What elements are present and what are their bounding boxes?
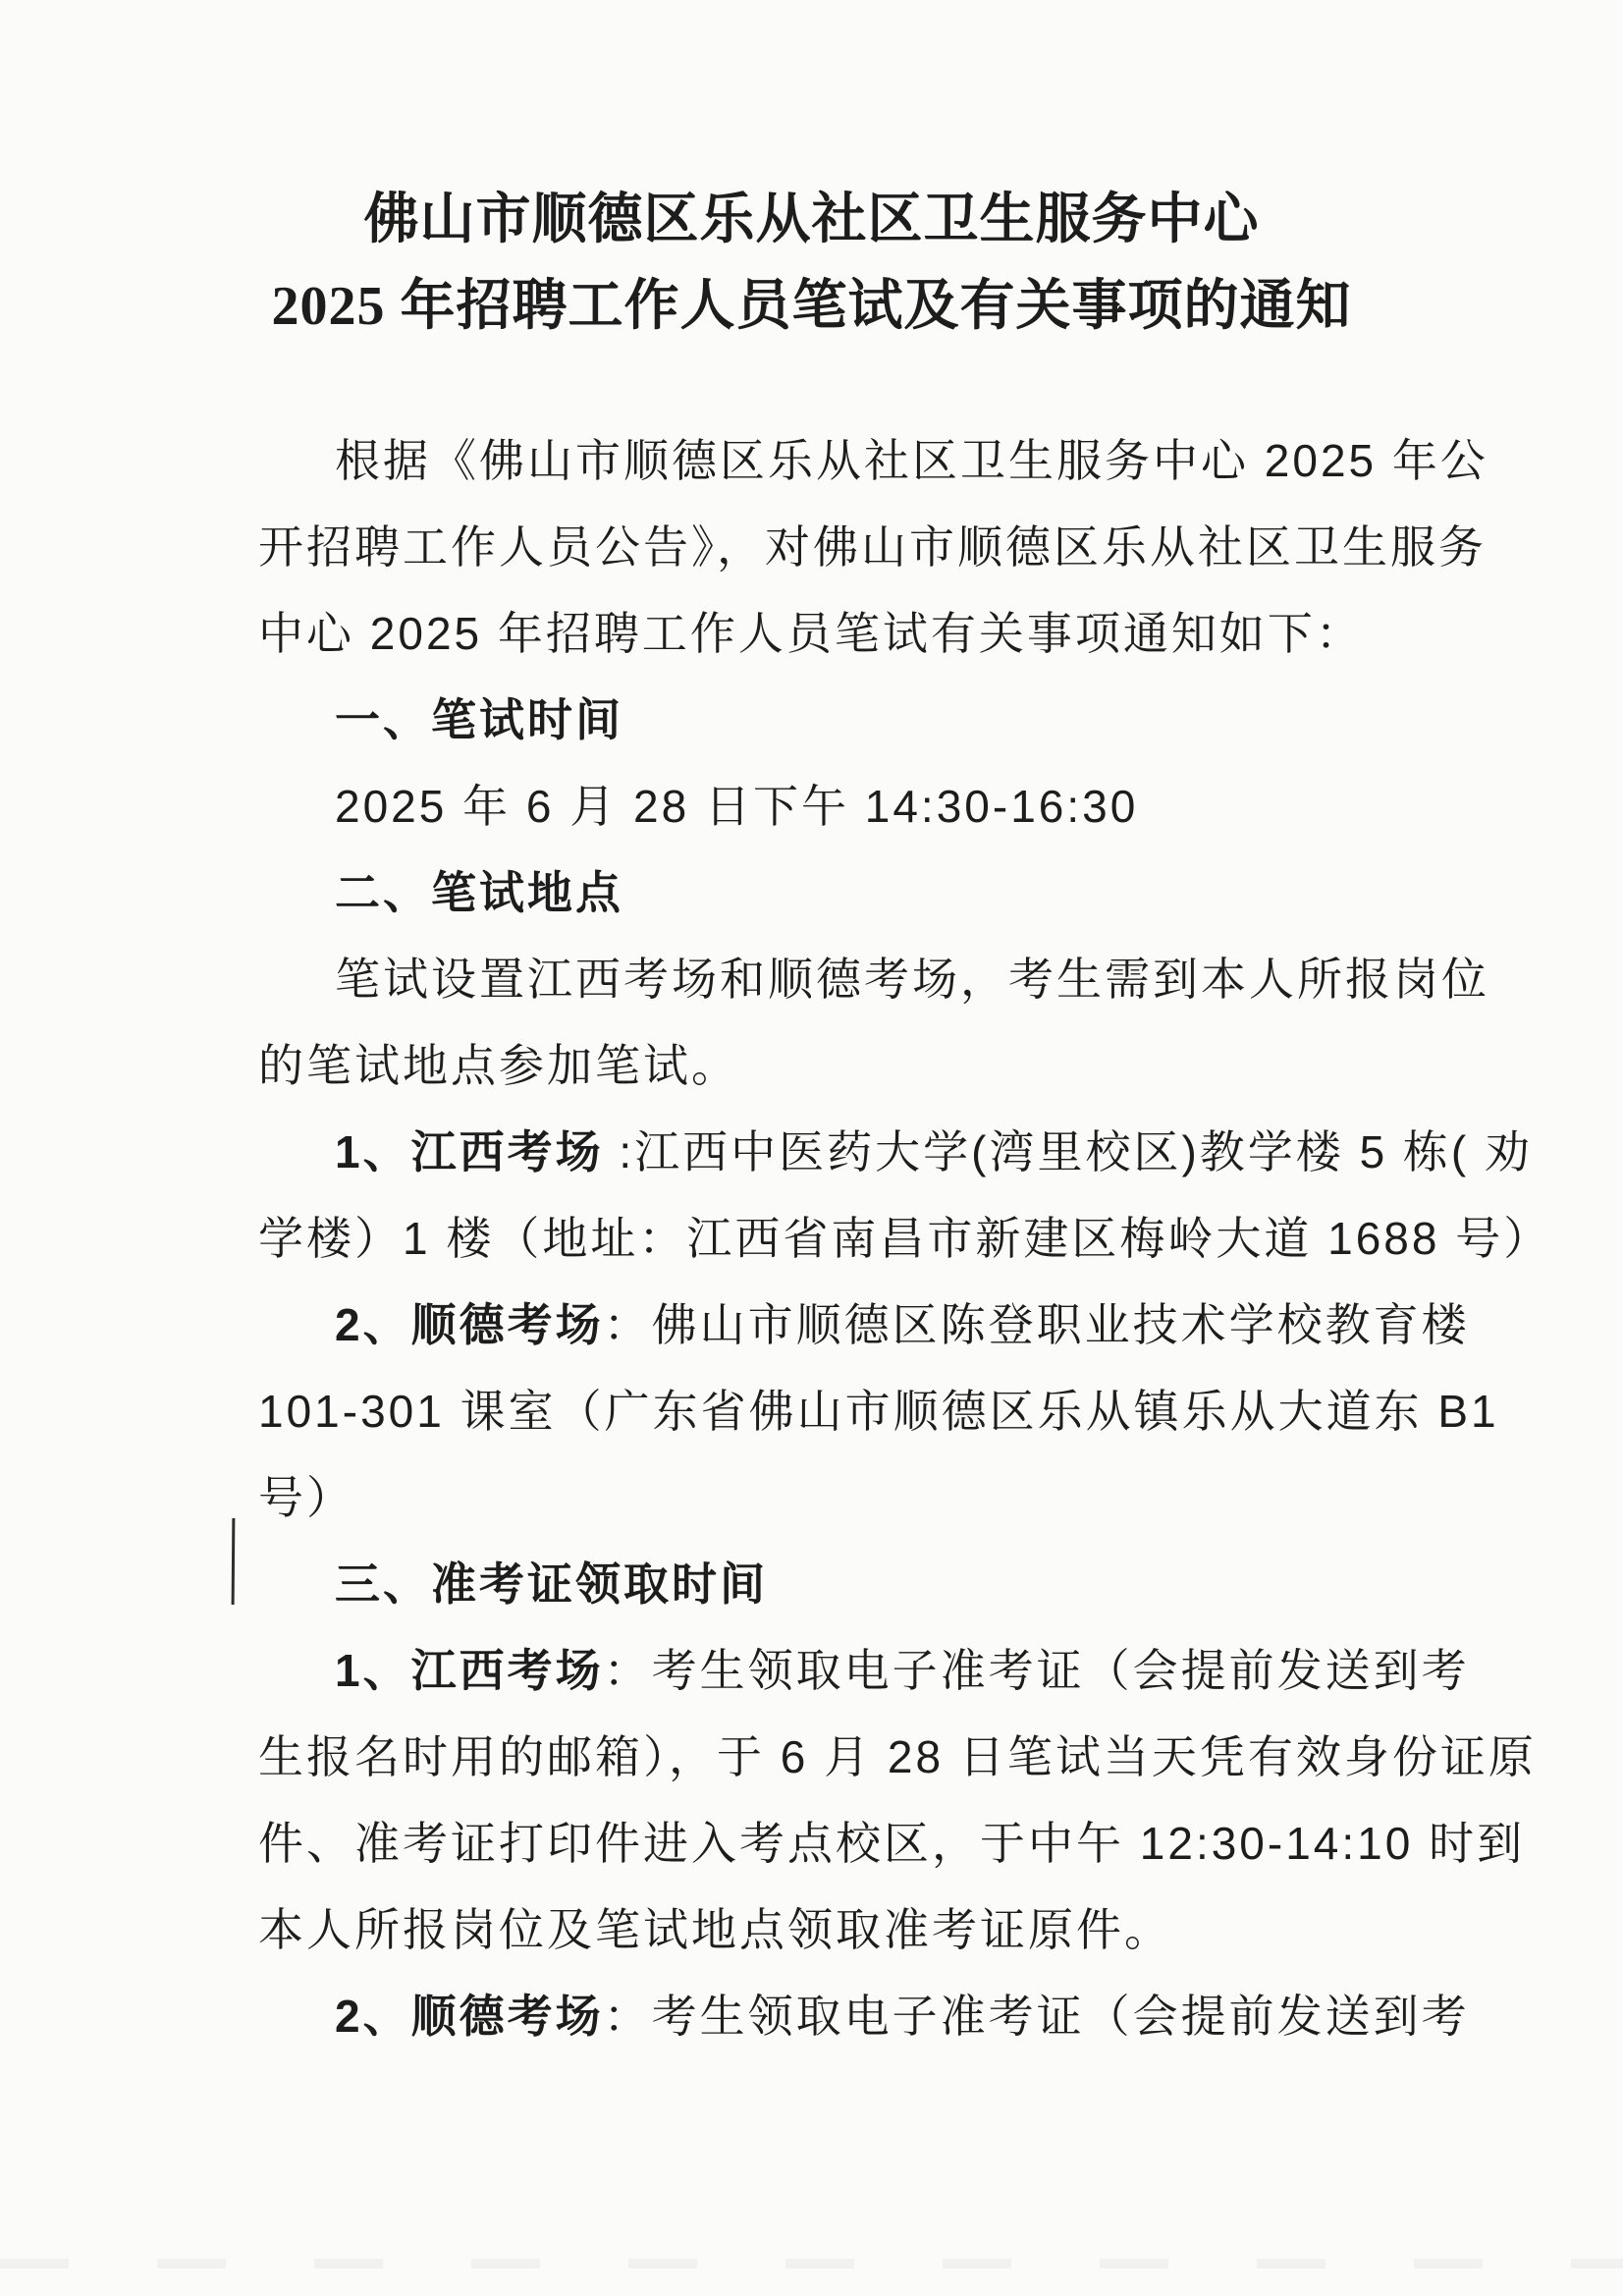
text-line: 本人所报岗位及笔试地点领取准考证原件。 <box>258 1904 1172 1955</box>
text-line: 根据《佛山市顺德区乐从社区卫生服务中心 2025 年公 <box>335 435 1488 486</box>
section-heading: 二、笔试地点 <box>335 867 623 918</box>
text-line: 号） <box>258 1472 354 1523</box>
text-line: 笔试设置江西考场和顺德考场，考生需到本人所报岗位 <box>335 954 1489 1005</box>
line-bold-prefix: 2、顺德考场 <box>335 1299 604 1350</box>
scan-noise-artifact <box>0 2259 1623 2269</box>
line-bold-prefix: 1、江西考场 <box>335 1645 604 1696</box>
text-line: 1、江西考场 :江西中医药大学(湾里校区)教学楼 5 栋( 劝 <box>335 1126 1534 1177</box>
text-line: 的笔试地点参加笔试。 <box>258 1040 739 1091</box>
line-bold-prefix: 1、江西考场 <box>335 1126 604 1177</box>
text-line: 1、江西考场：考生领取电子准考证（会提前发送到考 <box>335 1645 1470 1696</box>
title-line-1: 佛山市顺德区乐从社区卫生服务中心 <box>363 190 1260 250</box>
text-line: 2、顺德考场：考生领取电子准考证（会提前发送到考 <box>335 1991 1470 2042</box>
section-heading: 一、笔试时间 <box>335 694 623 745</box>
text-line: 生报名时用的邮箱），于 6 月 28 日笔试当天凭有效身份证原 <box>258 1731 1537 1782</box>
document-body <box>258 417 1552 2059</box>
text-line: 中心 2025 年招聘工作人员笔试有关事项通知如下： <box>258 608 1364 659</box>
title-line-2: 2025 年招聘工作人员笔试及有关事项的通知 <box>271 276 1352 337</box>
section-heading: 三、准考证领取时间 <box>335 1558 768 1610</box>
document-title <box>0 177 1623 350</box>
text-line: 101-301 课室（广东省佛山市顺德区乐从镇乐从大道东 B1 <box>258 1386 1499 1437</box>
text-line: 2、顺德考场：佛山市顺德区陈登职业技术学校教育楼 <box>335 1299 1470 1350</box>
text-line: 2025 年 6 月 28 日下午 14:30-16:30 <box>335 781 1139 832</box>
pen-mark-artifact <box>232 1518 236 1605</box>
text-line: 开招聘工作人员公告》，对佛山市顺德区乐从社区卫生服务 <box>258 521 1487 573</box>
text-line: 学楼）1 楼（地址：江西省南昌市新建区梅岭大道 1688 号） <box>258 1213 1552 1264</box>
line-bold-prefix: 2、顺德考场 <box>335 1991 604 2042</box>
text-line: 件、准考证打印件进入考点校区，于中午 12:30-14:10 时到 <box>258 1818 1526 1869</box>
